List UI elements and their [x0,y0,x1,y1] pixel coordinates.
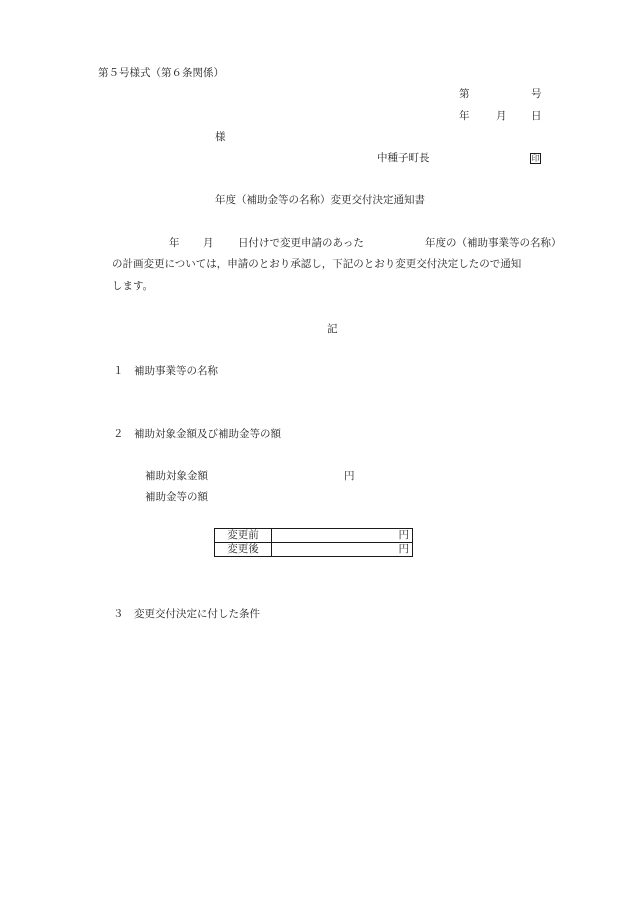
date-day: 日 [531,110,542,122]
date-month: 月 [496,110,507,122]
item1-label: 補助事業等の名称 [134,365,218,377]
table-row [215,543,413,557]
item3-label: 変更交付決定に付した条件 [134,608,260,620]
item2-number: ２ [113,428,124,440]
before-change-label: 変更前 [215,529,272,543]
subsidy-amount-label: 補助金等の額 [145,491,208,503]
document-number-prefix: 第 [459,88,470,100]
addressee-suffix: 様 [215,131,226,143]
body-line1-text: 日付けで変更申請のあった [238,237,364,249]
target-amount-unit: 円 [344,470,355,482]
document-title: 年度（補助金等の名称）変更交付決定通知書 [215,194,425,206]
body-line1-year: 年 [169,237,180,249]
ki-heading: 記 [327,323,338,335]
seal-mark [530,152,541,165]
body-line3: します。 [112,280,154,292]
table-row [215,529,413,543]
change-amount-table [214,528,413,557]
body-line1-tail: 年度の（補助事業等の名称） [425,237,562,249]
after-change-label: 変更後 [215,543,272,557]
date-year: 年 [459,110,470,122]
form-reference: 第５号様式（第６条関係） [98,67,224,79]
after-change-value: 円 [272,543,413,557]
before-change-value: 円 [272,529,413,543]
item3-number: ３ [113,608,124,620]
body-line1-month: 月 [203,237,214,249]
body-line2: の計画変更については，申請のとおり承認し，下記のとおり変更交付決定したので通知 [112,258,522,270]
target-amount-label: 補助対象金額 [145,470,208,482]
seal-icon: 印 [531,153,540,163]
issuer-title: 中種子町長 [377,152,430,164]
item2-label: 補助対象金額及び補助金等の額 [134,428,281,440]
document-number-suffix: 号 [531,88,542,100]
item1-number: １ [113,365,124,377]
